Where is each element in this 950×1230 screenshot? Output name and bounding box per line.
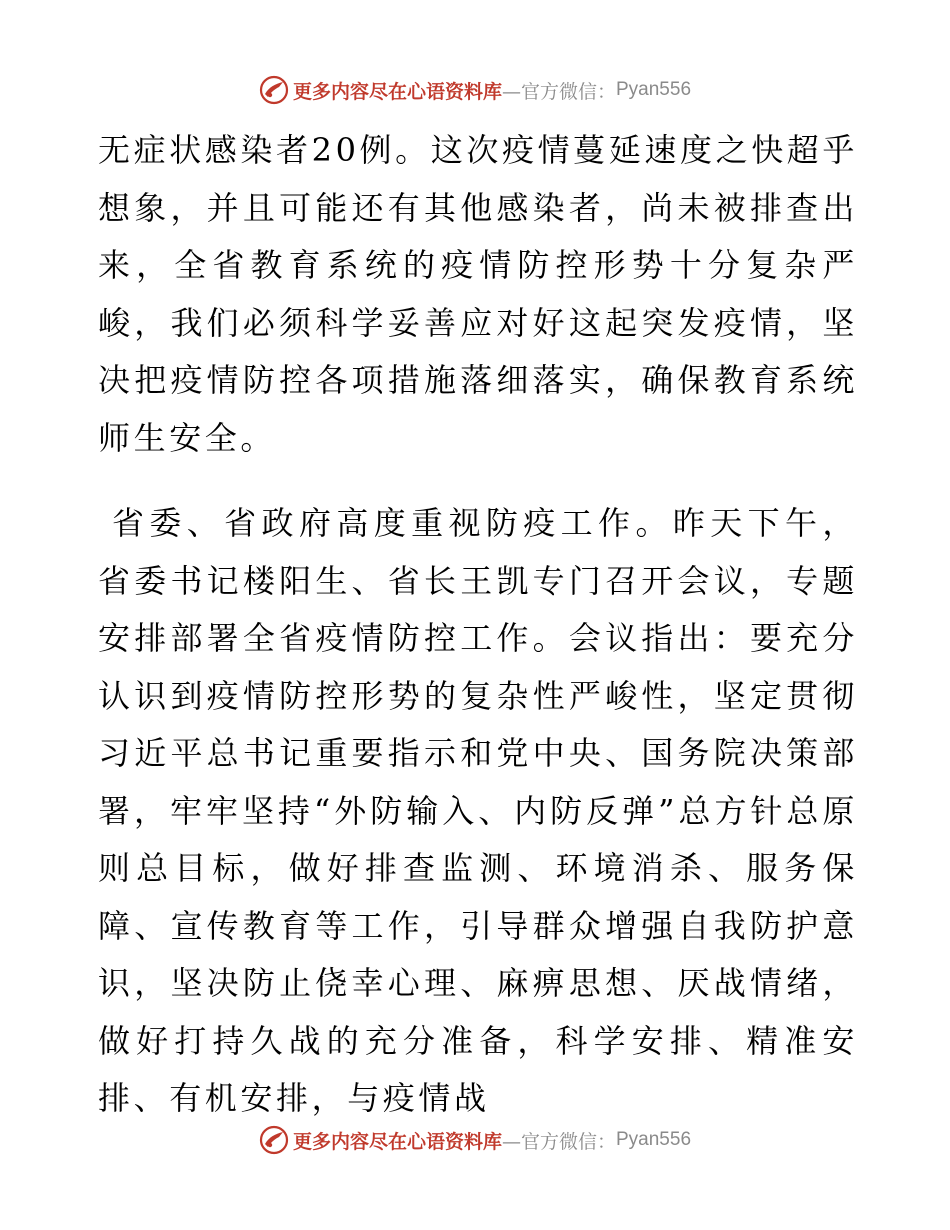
document-body: [98, 122, 858, 1128]
header-separator-text: —官方微信：: [501, 80, 616, 103]
header-wechat-handle: Pyan556: [616, 79, 692, 100]
paragraph-2: 省委、省政府高度重视防疫工作。昨天下午，省委书记楼阳生、省长王凯专门召开会议，专题安排部署全省疫情防控工作。会议指出：要充分认识到疫情防控形势的复杂性严峻性，坚定贯彻习近平总书记重要指示和党中央、国务院决策部署，牢牢坚持“外防输入、内防反弹”总方针总原则总目标，做好排查监测、环境消杀、服务保障、宣传教育等工作，引导群众增强自我防护意识，坚决防止侥幸心理、麻痹思想、厌战情绪，做好打持久战的充分准备，科学安排、精准安排、有机安排，与疫情战: [98, 504, 858, 1117]
brand-logo-icon: [259, 75, 289, 105]
header-site-text: 更多内容尽在心语资料库: [292, 80, 502, 103]
footer-wechat-handle: Pyan556: [616, 1129, 692, 1150]
brand-logo-icon: [259, 1125, 289, 1155]
footer-site-text: 更多内容尽在心语资料库: [292, 1130, 502, 1153]
paragraph-1: 无症状感染者20例。这次疫情蔓延速度之快超乎想象，并且可能还有其他感染者，尚未被排查出来，全省教育系统的疫情防控形势十分复杂严峻，我们必须科学妥善应对好这起突发疫情，坚决把疫情防控各项措施落细落实，确保教育系统师生安全。: [98, 131, 858, 457]
header-banner: [0, 70, 950, 110]
footer-banner: [0, 1120, 950, 1160]
footer-separator-text: —官方微信：: [501, 1130, 616, 1153]
